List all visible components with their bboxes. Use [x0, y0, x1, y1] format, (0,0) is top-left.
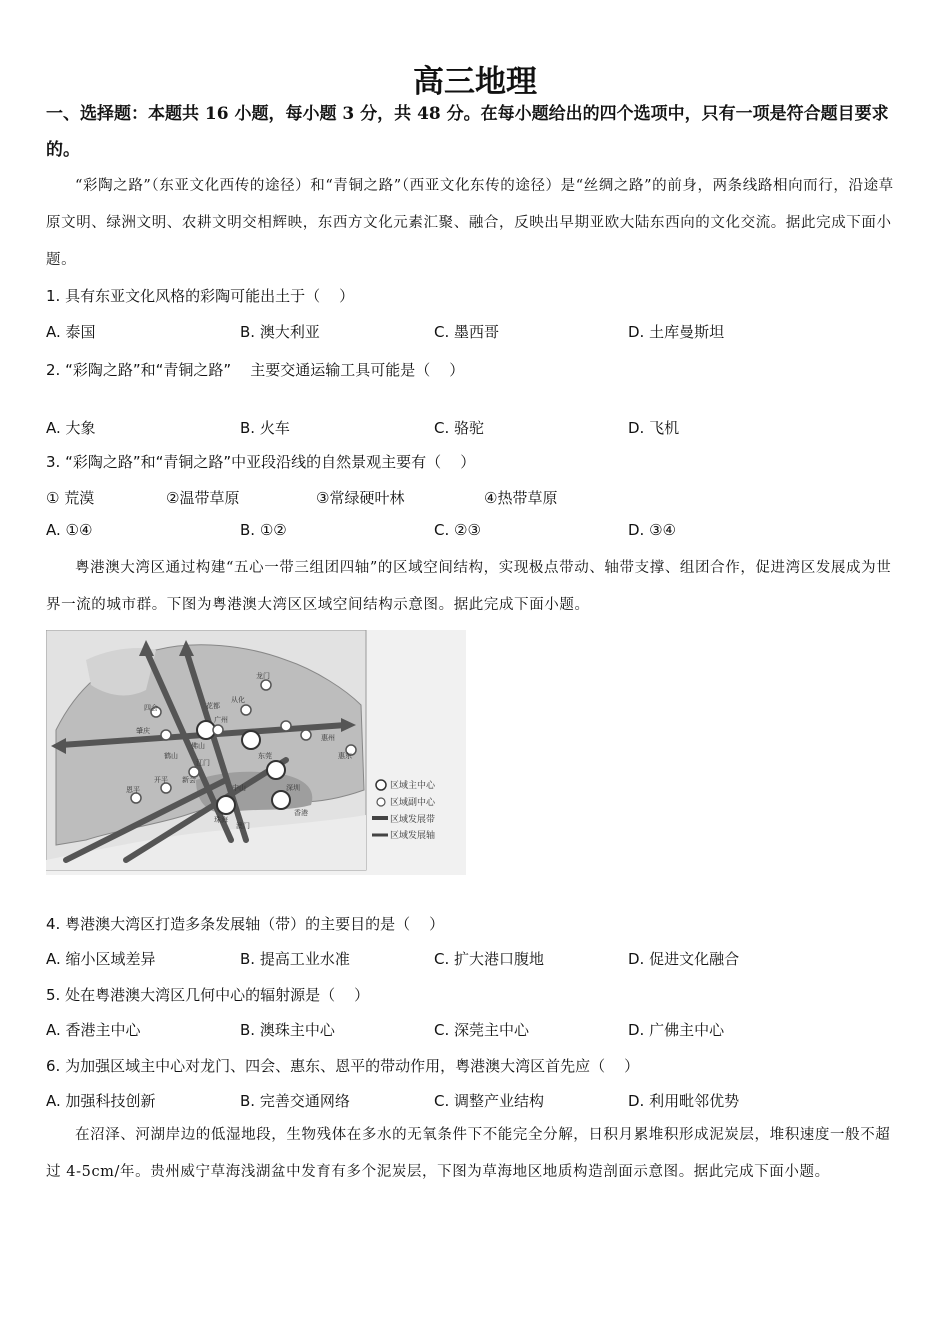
q6-option-a: A. 加强科技创新	[46, 1092, 156, 1110]
q4-option-d: D. 促进文化融合	[628, 950, 740, 968]
question-4-stem: 4. 粤港澳大湾区打造多条发展轴（带）的主要目的是（ ）	[46, 915, 445, 933]
section-heading: 一、选择题：本题共 16 小题，每小题 3 分，共 48 分。在每小题给出的四个选项中，只有一项是符合题目要求的。	[46, 104, 889, 160]
question-5-stem: 5. 处在粤港澳大湾区几何中心的辐射源是（ ）	[46, 986, 370, 1004]
q6-option-b: B. 完善交通网络	[240, 1092, 350, 1110]
page-title: 高三地理	[413, 64, 537, 100]
q3-option-b: B. ①②	[240, 521, 287, 539]
intro-passage-2: 粤港澳大湾区通过构建“五心一带三组团四轴”的区域空间结构，实现极点带动、轴带支撑、组团合作，促进湾区发展成为世界一流的城市群。下图为粤港澳大湾区区域空间结构示意图。据此完成下面小题。	[46, 560, 892, 613]
map-label-foshan: 佛山	[191, 742, 205, 750]
question-1-stem: 1. 具有东亚文化风格的彩陶可能出土于（ ）	[46, 287, 355, 305]
map-label-longmen: 龙门	[256, 672, 270, 680]
q3-item-3: ③常绿硬叶林	[316, 489, 405, 507]
map-label-kaiping: 开平	[154, 776, 168, 784]
map-label-zhaoqing: 肇庆	[136, 727, 150, 735]
q5-option-a: A. 香港主中心	[46, 1021, 141, 1039]
q1-option-c: C. 墨西哥	[434, 323, 500, 341]
q1-option-a: A. 泰国	[46, 323, 96, 341]
map-label-sihui: 四会	[144, 704, 158, 712]
q2-option-b: B. 火车	[240, 419, 290, 437]
map-label-zhongshan: 中山	[232, 784, 246, 792]
legend-development-axis: 区域发展轴	[390, 831, 436, 841]
question-3-stem: 3. “彩陶之路”和“青铜之路”中亚段沿线的自然景观主要有（ ）	[46, 453, 476, 471]
map-label-jiangmen: 江门	[196, 759, 210, 767]
map-label-huadu: 花都	[206, 702, 220, 710]
question-6-stem: 6. 为加强区域主中心对龙门、四会、惠东、恩平的带动作用，粤港澳大湾区首先应（ ）	[46, 1057, 640, 1075]
map-label-conghua: 从化	[231, 696, 245, 704]
map-label-shenzhen: 深圳	[286, 784, 300, 792]
map-label-xinhui: 新会	[182, 776, 196, 784]
map-label-huidong: 惠东	[338, 752, 352, 760]
q2-option-d: D. 飞机	[628, 419, 680, 437]
q5-option-d: D. 广佛主中心	[628, 1021, 725, 1039]
legend-sub-center: 区域副中心	[390, 798, 436, 808]
map-label-macau: 澳门	[236, 822, 250, 830]
map-label-guangzhou: 广州	[214, 716, 228, 724]
q3-item-1: ① 荒漠	[46, 489, 95, 507]
q4-option-b: B. 提高工业水准	[240, 950, 350, 968]
q4-option-a: A. 缩小区域差异	[46, 950, 156, 968]
map-label-dongguan: 东莞	[258, 752, 272, 760]
q3-option-a: A. ①④	[46, 521, 93, 539]
map-label-hongkong: 香港	[294, 809, 308, 817]
q4-option-c: C. 扩大港口腹地	[434, 950, 545, 968]
q5-option-b: B. 澳珠主中心	[240, 1021, 335, 1039]
legend-main-center: 区域主中心	[390, 781, 436, 791]
q5-option-c: C. 深莞主中心	[434, 1021, 530, 1039]
q2-option-a: A. 大象	[46, 419, 96, 437]
intro-passage-3: 在沼泽、河湖岸边的低湿地段，生物残体在多水的无氧条件下不能完全分解，日积月累堆积形成泥炭层，堆积速度一般不超过 4-5cm/年。贵州威宁草海浅湖盆中发育有多个泥炭层，下图为草海地区地质构造剖面示意图。据此完成下面小题。	[46, 1127, 891, 1180]
legend-development-belt: 区域发展带	[390, 815, 436, 825]
bay-area-structure-map	[46, 630, 466, 875]
intro-passage-1: “彩陶之路”（东亚文化西传的途径）和“青铜之路”（西亚文化东传的途径）是“丝绸之路”的前身，两条线路相向而行，沿途草原文明、绿洲文明、农耕文明交相辉映，东西方文化元素汇聚、融合，反映出早期亚欧大陆东西向的文化交流。据此完成下面小题。	[46, 178, 894, 268]
map-label-zhuhai: 珠海	[214, 816, 228, 824]
q2-option-c: C. 骆驼	[434, 419, 485, 437]
q6-option-c: C. 调整产业结构	[434, 1092, 545, 1110]
q1-option-d: D. 土库曼斯坦	[628, 323, 725, 341]
map-label-heshan: 鹤山	[164, 752, 178, 760]
q6-option-d: D. 利用毗邻优势	[628, 1092, 740, 1110]
question-2-stem: 2. “彩陶之路”和“青铜之路” 主要交通运输工具可能是（ ）	[46, 361, 465, 379]
q3-item-2: ②温带草原	[166, 489, 240, 507]
map-label-huizhou: 惠州	[321, 734, 335, 742]
map-label-enping: 恩平	[126, 786, 140, 794]
q1-option-b: B. 澳大利亚	[240, 323, 320, 341]
q3-option-c: C. ②③	[434, 521, 481, 539]
q3-option-d: D. ③④	[628, 521, 676, 539]
q3-item-4: ④热带草原	[484, 489, 558, 507]
